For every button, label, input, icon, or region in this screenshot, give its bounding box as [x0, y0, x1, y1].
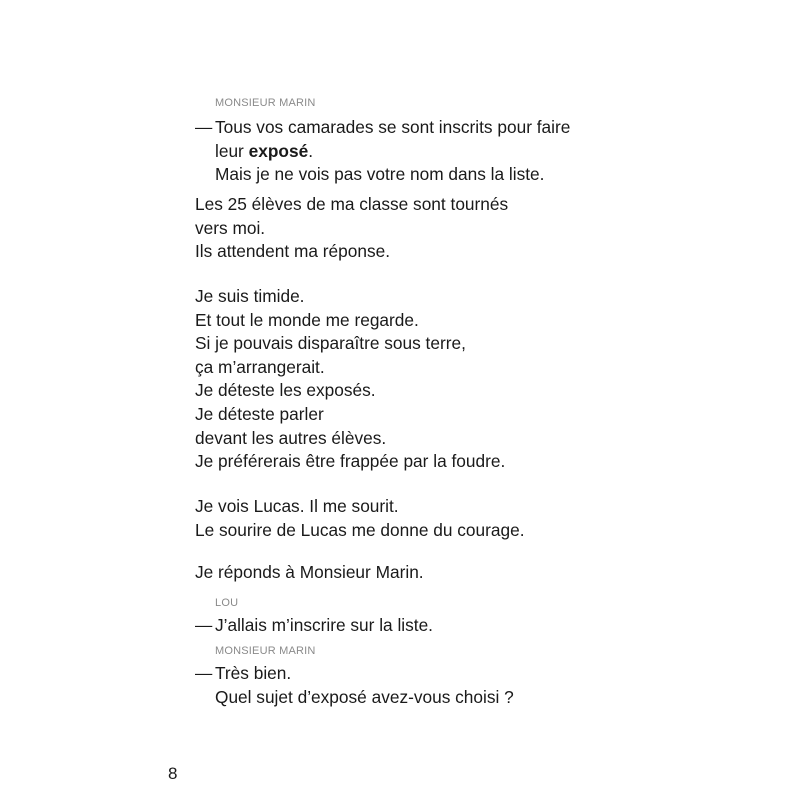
text-line: Si je pouvais disparaître sous terre, [195, 333, 466, 354]
text-line: devant les autres élèves. [195, 427, 387, 448]
text-line: ça m’arrangerait. [195, 356, 325, 377]
text-line: Les 25 élèves de ma classe sont tournés [195, 194, 509, 214]
text-line: Ils attendent ma réponse. [195, 241, 391, 262]
text-line: Je suis timide. [195, 286, 305, 306]
dialogue-monsieur-marin-1 [195, 116, 570, 187]
dialogue-lou [195, 614, 433, 638]
text-line: Et tout le monde me regarde. [195, 309, 419, 330]
dialogue-line: leur [215, 140, 249, 161]
text-line: Je déteste les exposés. [195, 380, 376, 401]
bold-word: exposé [248, 140, 309, 161]
text-line: Je préférerais être frappée par la foudre. [195, 451, 506, 472]
paragraph-4 [195, 561, 424, 585]
dialogue-line: Tous vos camarades se sont inscrits pour faire [215, 117, 571, 137]
speaker-label: MONSIEUR MARIN [215, 97, 316, 109]
text-line: Je vois Lucas. Il me sourit. [195, 496, 399, 516]
dialogue-dash: — [195, 663, 213, 683]
dialogue-monsieur-marin-2 [195, 662, 514, 709]
text-line: Le sourire de Lucas me donne du courage. [195, 519, 525, 540]
speaker-label: MONSIEUR MARIN [215, 645, 316, 657]
dialogue-line: Quel sujet d’exposé avez-vous choisi ? [215, 686, 514, 707]
paragraph-2 [195, 285, 505, 474]
paragraph-3 [195, 495, 525, 542]
text-line: Je déteste parler [195, 403, 324, 424]
dialogue-line: Très bien. [215, 663, 292, 683]
text-line: Je réponds à Monsieur Marin. [195, 562, 424, 582]
speaker-label: LOU [215, 597, 239, 609]
dialogue-line: J’allais m’inscrire sur la liste. [215, 615, 433, 635]
text-line: vers moi. [195, 217, 266, 238]
punctuation: . [308, 140, 313, 161]
page-number: 8 [168, 764, 178, 783]
dialogue-dash: — [195, 117, 213, 137]
dialogue-line: Mais je ne vois pas votre nom dans la liste. [215, 164, 545, 185]
dialogue-dash: — [195, 615, 213, 635]
paragraph-1 [195, 193, 508, 264]
